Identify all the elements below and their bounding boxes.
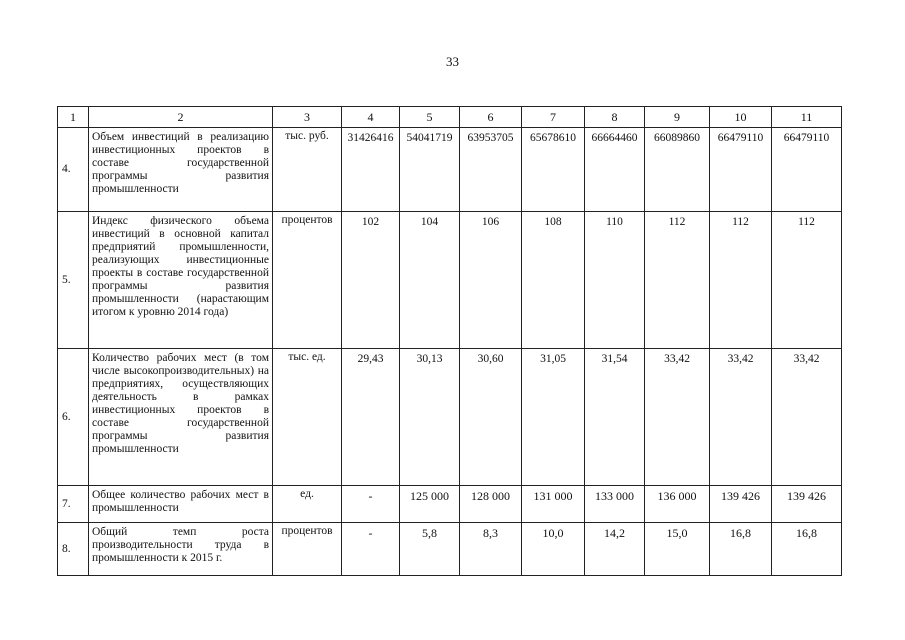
indicators-table — [57, 106, 842, 576]
page-number: 33 — [446, 54, 459, 69]
value-cell: 66089860 — [645, 128, 710, 212]
row-number: 5. — [58, 212, 89, 349]
value-cell: 30,60 — [460, 349, 522, 486]
value-cell: 29,43 — [342, 349, 400, 486]
table-row — [58, 349, 842, 486]
value-cell: 65678610 — [522, 128, 585, 212]
value-cell: 33,42 — [772, 349, 842, 486]
indicator-name: Количество рабочих мест (в том числе высокопроизводительных) на предприятиях, осуществляющих деятельность в рамках инвестиционных проектов в составе государственной программы развития промышленности — [89, 349, 273, 486]
row-number: 4. — [58, 128, 89, 212]
value-cell: 136 000 — [645, 486, 710, 523]
row-number: 7. — [58, 486, 89, 523]
header-cell: 1 — [58, 107, 89, 128]
header-cell: 11 — [772, 107, 842, 128]
unit-cell: ед. — [273, 486, 342, 523]
value-cell: 139 426 — [710, 486, 772, 523]
value-cell: 16,8 — [772, 523, 842, 576]
unit-cell: процентов — [273, 212, 342, 349]
value-cell: 108 — [522, 212, 585, 349]
header-cell: 6 — [460, 107, 522, 128]
value-cell: 102 — [342, 212, 400, 349]
value-cell: 112 — [772, 212, 842, 349]
unit-cell: тыс. ед. — [273, 349, 342, 486]
value-cell: 63953705 — [460, 128, 522, 212]
value-cell: 125 000 — [400, 486, 460, 523]
value-cell: 66479110 — [772, 128, 842, 212]
value-cell: - — [342, 523, 400, 576]
table-row — [58, 486, 842, 523]
value-cell: 33,42 — [645, 349, 710, 486]
value-cell: 128 000 — [460, 486, 522, 523]
value-cell: 112 — [645, 212, 710, 349]
value-cell: 30,13 — [400, 349, 460, 486]
value-cell: 131 000 — [522, 486, 585, 523]
header-cell: 8 — [585, 107, 645, 128]
value-cell: 8,3 — [460, 523, 522, 576]
indicator-name: Объем инвестиций в реализацию инвестиционных проектов в составе государственной программы развития промышленности — [89, 128, 273, 212]
unit-cell: тыс. руб. — [273, 128, 342, 212]
value-cell: 139 426 — [772, 486, 842, 523]
value-cell: - — [342, 486, 400, 523]
header-cell: 10 — [710, 107, 772, 128]
row-number: 6. — [58, 349, 89, 486]
row-number: 8. — [58, 523, 89, 576]
unit-cell: процентов — [273, 523, 342, 576]
table-header-row — [58, 107, 842, 128]
value-cell: 112 — [710, 212, 772, 349]
value-cell: 66664460 — [585, 128, 645, 212]
header-cell: 5 — [400, 107, 460, 128]
header-cell: 3 — [273, 107, 342, 128]
indicator-name: Общее количество рабочих мест в промышленности — [89, 486, 273, 523]
value-cell: 104 — [400, 212, 460, 349]
value-cell: 33,42 — [710, 349, 772, 486]
value-cell: 16,8 — [710, 523, 772, 576]
indicator-name: Индекс физического объема инвестиций в основной капитал предприятий промышленности, реализующих инвестиционные проекты в составе государственной программы развития промышленности (нарастающим итогом к уровню 2014 года) — [89, 212, 273, 349]
value-cell: 133 000 — [585, 486, 645, 523]
value-cell: 66479110 — [710, 128, 772, 212]
table-row — [58, 212, 842, 349]
value-cell: 31,54 — [585, 349, 645, 486]
value-cell: 31426416 — [342, 128, 400, 212]
header-cell: 4 — [342, 107, 400, 128]
value-cell: 54041719 — [400, 128, 460, 212]
value-cell: 106 — [460, 212, 522, 349]
header-cell: 2 — [89, 107, 273, 128]
table-row — [58, 523, 842, 576]
value-cell: 31,05 — [522, 349, 585, 486]
value-cell: 15,0 — [645, 523, 710, 576]
table-row — [58, 128, 842, 212]
header-cell: 9 — [645, 107, 710, 128]
value-cell: 10,0 — [522, 523, 585, 576]
value-cell: 5,8 — [400, 523, 460, 576]
header-cell: 7 — [522, 107, 585, 128]
value-cell: 14,2 — [585, 523, 645, 576]
value-cell: 110 — [585, 212, 645, 349]
indicator-name: Общий темп роста производительности труда в промышленности к 2015 г. — [89, 523, 273, 576]
